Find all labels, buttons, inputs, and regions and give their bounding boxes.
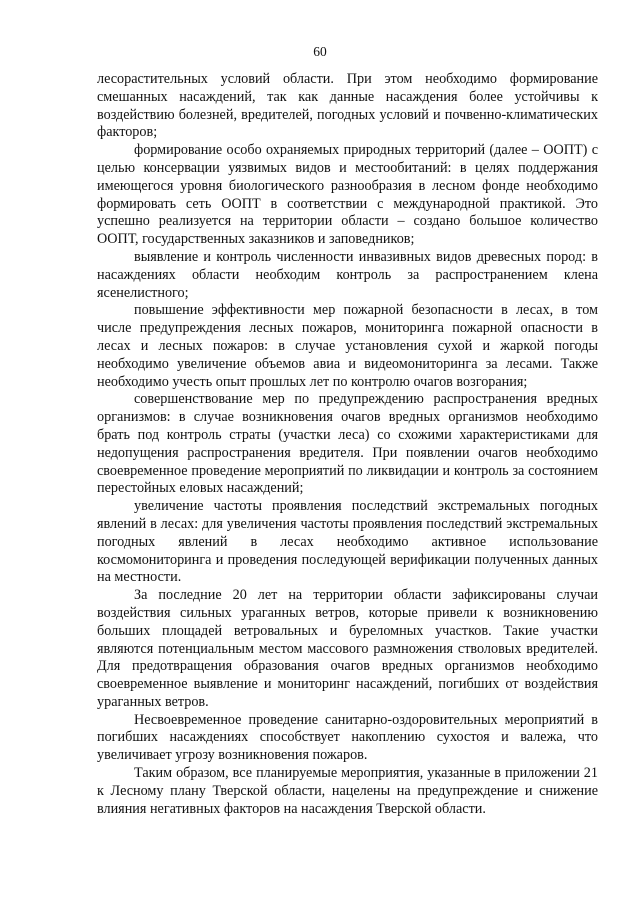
- paragraph-conclusion: Таким образом, все планируемые мероприятия, указанные в приложении 21 к Лесному плану Тверской области, нацелены на предупреждение и снижение влияния негативных факторов на насаждения Тверской области.: [97, 765, 598, 817]
- document-body: [97, 71, 598, 818]
- paragraph-protected-areas: формирование особо охраняемых природных территорий (далее – ООПТ) с целью консервации уязвимых видов и местообитаний: в целях поддержания имеющегося уровня биологического разнообразия в лесном фонде необходимо формировать сеть ООПТ в соответствии с международной практикой. Это успешно реализуется на территории области – создано большое количество ООПТ, государственных заказников и заповедников;: [97, 142, 598, 248]
- paragraph-hurricane-winds: За последние 20 лет на территории области зафиксированы случаи воздействия сильных ураганных ветров, которые привели к возникновению больших площадей ветровальных и буреломных участков. Такие участки являются потенциальным местом массового размножения стволовых вредителей. Для предотвращения образования очагов вредных организмов необходимо своевременное выявление и мониторинг насаждений, погибших от воздействия ураганных ветров.: [97, 587, 598, 710]
- paragraph-fire-safety: повышение эффективности мер пожарной безопасности в лесах, в том числе предупреждения лесных пожаров, мониторинга пожарной опасности в лесах и лесных пожаров: в случае установления сухой и жаркой погоды необходимо увеличение объемов авиа и видеомониторинга за лесами. Также необходимо учесть опыт прошлых лет по контролю очагов возгорания;: [97, 302, 598, 390]
- page-number: 60: [313, 44, 327, 59]
- paragraph-invasive-species: выявление и контроль численности инвазивных видов древесных пород: в насаждениях области необходим контроль за распространением клена ясенелистного;: [97, 248, 598, 301]
- paragraph-sanitary-measures: Несвоевременное проведение санитарно-оздоровительных мероприятий в погибших насаждениях способствует накоплению сухостоя и валежа, что увеличивает угрозу возникновения пожаров.: [97, 711, 598, 764]
- paragraph-pest-prevention: совершенствование мер по предупреждению распространения вредных организмов: в случае возникновения очагов вредных организмов необходимо брать под контроль страты (участки леса) со схожими характеристиками для недопущения распространения вредителя. При появлении очагов необходимо своевременное проведение мероприятий по ликвидации и контроль за состоянием перестойных еловых насаждений;: [97, 391, 598, 497]
- paragraph-habitat-conditions: лесорастительных условий области. При этом необходимо формирование смешанных насаждений, так как данные насаждения более устойчивы к воздействию болезней, вредителей, погодных условий и почвенно-климатических факторов;: [97, 71, 598, 141]
- paragraph-extreme-weather: увеличение частоты проявления последствий экстремальных погодных явлений в лесах: для увеличения частоты проявления последствий экстремальных погодных явлений в лесах необходимо активное использование космомониторинга и проведения последующей верификации полученных данных на местности.: [97, 498, 598, 586]
